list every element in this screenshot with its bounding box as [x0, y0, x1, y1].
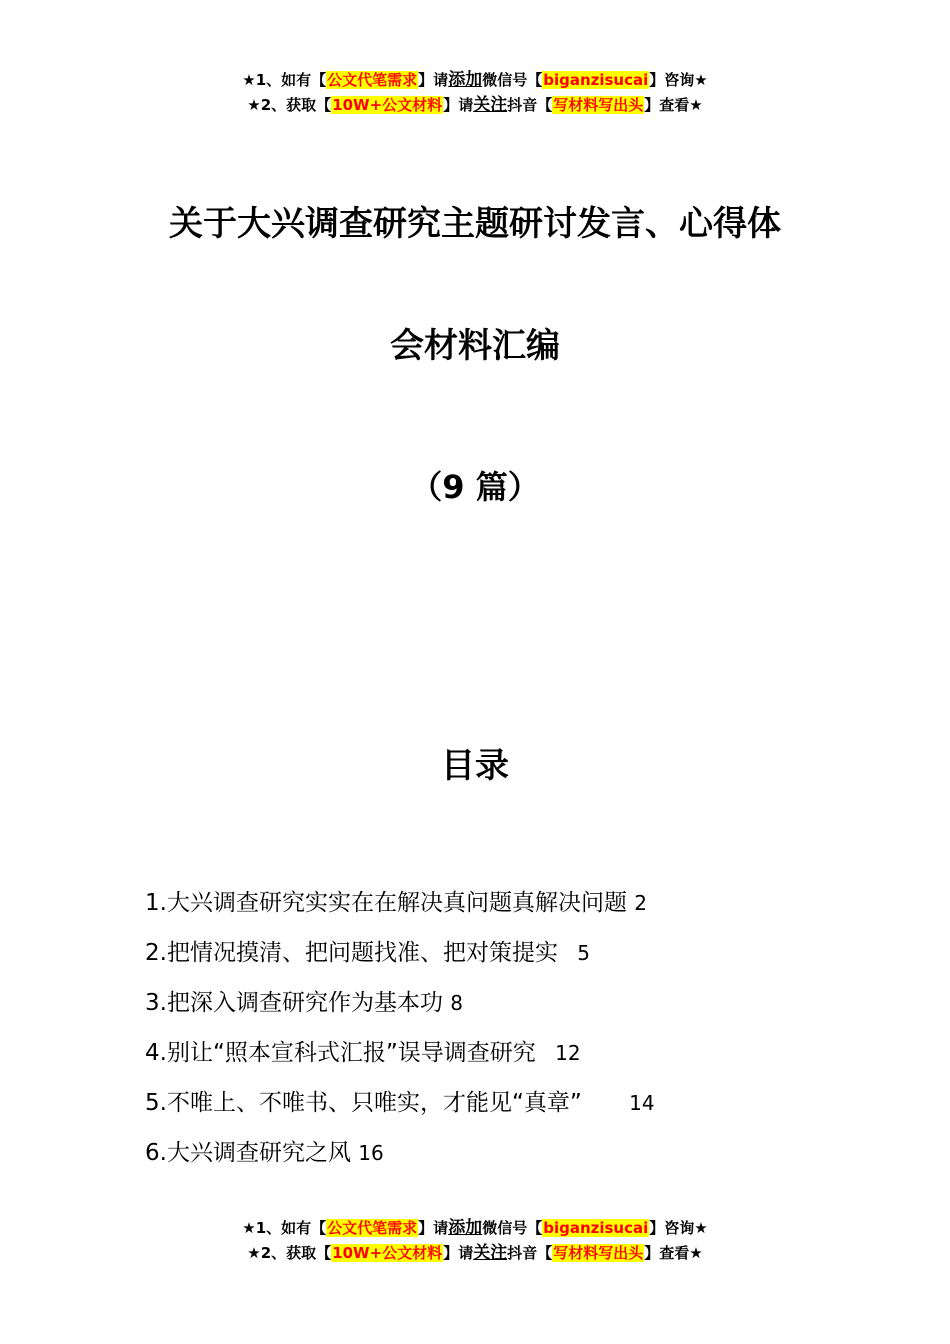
- document-article-count: （9 篇）: [410, 468, 540, 506]
- banner-underlined: 关注: [473, 1243, 508, 1263]
- banner-text: 】咨询★: [649, 71, 708, 89]
- banner-text: 微信号【: [482, 71, 543, 89]
- banner-text: 】请: [418, 71, 449, 89]
- banner-line-2: [0, 1241, 950, 1266]
- header-banner: [0, 68, 950, 118]
- banner-underlined: 添加: [448, 1218, 483, 1238]
- toc-item-title: 3.把深入调查研究作为基本功: [145, 990, 443, 1016]
- toc-item[interactable]: [145, 1032, 845, 1082]
- banner-line-2: [0, 93, 950, 118]
- banner-highlight: biganzisucai: [543, 1219, 649, 1237]
- banner-line-1: [0, 68, 950, 93]
- toc-item-page: 12: [555, 1041, 581, 1065]
- banner-text: 】请: [418, 1219, 449, 1237]
- toc-item[interactable]: [145, 982, 845, 1032]
- toc-item-title: 5.不唯上、不唯书、只唯实，才能见“真章”: [145, 1090, 582, 1116]
- toc-item-page: 16: [358, 1141, 384, 1165]
- banner-text: ★1、如有【: [242, 71, 327, 89]
- document-title-line-1: 关于大兴调查研究主题研讨发言、心得体: [169, 204, 781, 244]
- toc-item-title: 2.把情况摸清、把问题找准、把对策提实: [145, 940, 558, 966]
- banner-text: 抖音【: [507, 96, 553, 114]
- banner-text: 抖音【: [507, 1244, 553, 1262]
- toc-item-title: 1.大兴调查研究实实在在解决真问题真解决问题: [145, 890, 627, 916]
- toc-item-page: 14: [629, 1091, 655, 1115]
- banner-text: 】请: [443, 1244, 474, 1262]
- banner-text: ★2、获取【: [247, 1244, 332, 1262]
- banner-text: 】请: [443, 96, 474, 114]
- toc-item-page: 2: [634, 891, 647, 915]
- table-of-contents: [145, 882, 845, 1182]
- toc-item-page: 8: [450, 991, 463, 1015]
- banner-highlight: biganzisucai: [543, 71, 649, 89]
- toc-item[interactable]: [145, 932, 845, 982]
- toc-item[interactable]: [145, 882, 845, 932]
- toc-item-title: 4.别让“照本宣科式汇报”误导调查研究: [145, 1040, 536, 1066]
- banner-text: 】查看★: [644, 96, 703, 114]
- toc-item[interactable]: [145, 1132, 845, 1182]
- banner-text: ★2、获取【: [247, 96, 332, 114]
- banner-text: ★1、如有【: [242, 1219, 327, 1237]
- banner-highlight: 公文代笔需求: [327, 1219, 418, 1237]
- banner-highlight: 写材料写出头: [553, 96, 644, 114]
- banner-line-1: [0, 1216, 950, 1241]
- toc-item-page: 5: [577, 941, 590, 965]
- banner-highlight: 10W+公文材料: [332, 96, 443, 114]
- footer-banner: [0, 1216, 950, 1266]
- document-title-line-2: 会材料汇编: [390, 326, 560, 366]
- toc-heading: 目录: [441, 746, 509, 786]
- banner-text: 】查看★: [644, 1244, 703, 1262]
- banner-text: 微信号【: [482, 1219, 543, 1237]
- toc-item-title: 6.大兴调查研究之风: [145, 1140, 351, 1166]
- banner-highlight: 10W+公文材料: [332, 1244, 443, 1262]
- banner-underlined: 添加: [448, 70, 483, 90]
- banner-highlight: 写材料写出头: [553, 1244, 644, 1262]
- toc-item[interactable]: [145, 1082, 845, 1132]
- banner-text: 】咨询★: [649, 1219, 708, 1237]
- banner-underlined: 关注: [473, 95, 508, 115]
- banner-highlight: 公文代笔需求: [327, 71, 418, 89]
